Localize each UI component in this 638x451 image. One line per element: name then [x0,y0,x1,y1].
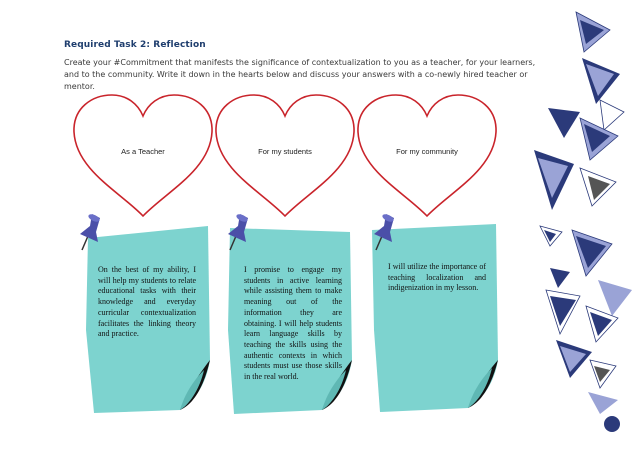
decorative-triangles [520,0,638,451]
pushpin-icon [72,210,108,254]
heart-label: For my students [258,147,312,156]
note-text: I promise to engage my students in active learning while assisting them to make meaning out of the information they are obtaining. I will help students learn language skills by teaching the skills using the authentic contexts in which students must use those skills in the real world. [244,265,342,382]
note-text: On the best of my ability, I will help my students to relate educational tasks with their knowledge and everyday curricular contextualization facilitates the linking theory and practice. [98,265,196,339]
sticky-note-teacher[interactable] [76,210,216,415]
note-text: I will utilize the importance of teaching localization and indigenization in my lesson. [388,262,486,293]
sticky-note-community[interactable] [364,210,504,415]
heart-students[interactable] [214,92,356,218]
pushpin-icon [220,210,256,254]
task-description: Create your #Commitment that manifests the significance of contextualization to you as a teacher, for your learners, and to the community. Write it down in the hearts below and discuss your answers with a co-newly hired teacher or mentor. [64,58,536,91]
heart-teacher[interactable] [72,92,214,218]
heart-community[interactable] [356,92,498,218]
sticky-note-students[interactable] [220,210,360,415]
heart-label: As a Teacher [121,147,165,156]
pushpin-icon [366,210,402,254]
task-title: Required Task 2: Reflection [64,40,206,50]
heart-label: For my community [396,147,458,156]
